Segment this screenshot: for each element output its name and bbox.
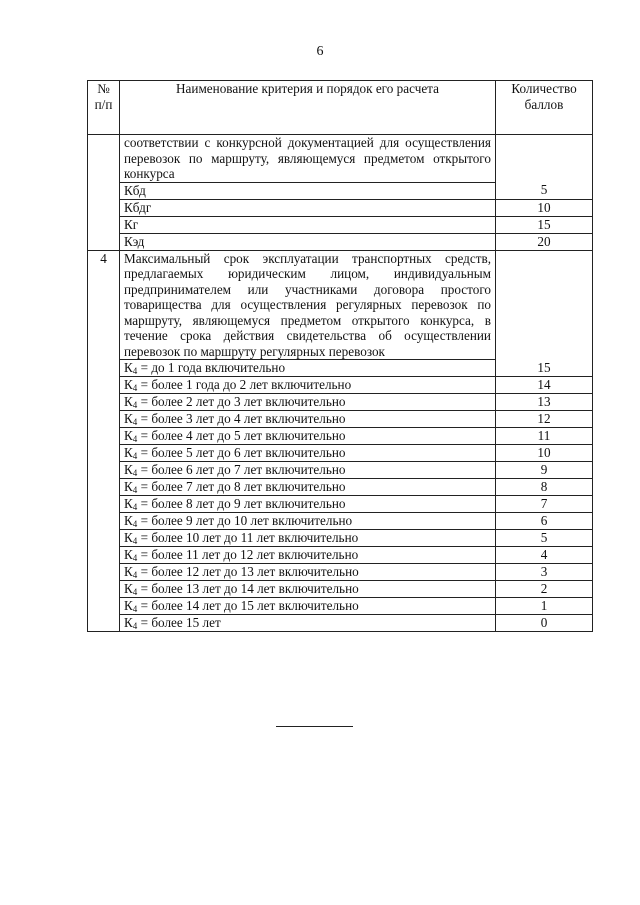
table-row <box>88 564 593 581</box>
k-subscript: 4 <box>132 553 138 563</box>
age-condition <box>120 479 496 496</box>
table-header-row <box>88 81 593 135</box>
age-condition <box>120 581 496 598</box>
row-number-empty <box>88 199 120 216</box>
row-number-empty <box>88 462 120 479</box>
points-value: 6 <box>496 513 593 530</box>
table-row <box>88 233 593 250</box>
continued-criterion-row <box>88 135 593 183</box>
table-row <box>88 445 593 462</box>
k-symbol: К <box>124 615 133 630</box>
points-value: 13 <box>496 394 593 411</box>
age-condition <box>120 360 496 377</box>
age-condition <box>120 394 496 411</box>
condition-text: = более 12 лет до 13 лет включительно <box>137 564 359 579</box>
k-symbol: К <box>124 547 133 562</box>
k-symbol: К <box>124 428 133 443</box>
row-number-empty <box>88 598 120 615</box>
condition-text: = более 7 лет до 8 лет включительно <box>137 479 346 494</box>
criterion-description: соответствии с конкурсной документацией для осуществления перевозок по маршруту, являющемуся предметом открытого конкурса <box>120 135 496 183</box>
condition-text: = более 6 лет до 7 лет включительно <box>137 462 346 477</box>
row-number-empty <box>88 445 120 462</box>
points-value: 5 <box>496 182 593 199</box>
k-subscript: 4 <box>132 417 138 427</box>
k-symbol: К <box>124 445 133 460</box>
age-condition <box>120 615 496 632</box>
condition-text: = более 2 лет до 3 лет включительно <box>137 394 346 409</box>
row-number-empty <box>88 377 120 394</box>
k-symbol: К <box>124 513 133 528</box>
criterion-description: Максимальный срок эксплуатации транспортных средств, предлагаемых юридическим лицом, индивидуальным предпринимателем или участниками договора простого товарищества для осуществления регулярных перевозок по маршруту, являющемуся предметом открытого конкурса, в течение срока действия свидетельства об осуществлении перевозок по маршруту регулярных перевозок <box>120 250 496 360</box>
row-number-empty <box>88 513 120 530</box>
points-value: 12 <box>496 411 593 428</box>
table-row <box>88 530 593 547</box>
points-value: 9 <box>496 462 593 479</box>
age-condition <box>120 496 496 513</box>
k-subscript: 4 <box>132 451 138 461</box>
k-subscript: 4 <box>132 519 138 529</box>
condition-text: = более 13 лет до 14 лет включительно <box>137 581 359 596</box>
k-symbol: К <box>124 360 133 375</box>
k-symbol: К <box>124 377 133 392</box>
k-subscript: 4 <box>132 502 138 512</box>
k-symbol: К <box>124 581 133 596</box>
points-value: 3 <box>496 564 593 581</box>
header-criterion-name: Наименование критерия и порядок его расчета <box>120 81 496 135</box>
coefficient-label: Кбдг <box>120 199 496 216</box>
age-condition <box>120 445 496 462</box>
k-symbol: К <box>124 564 133 579</box>
points-value: 7 <box>496 496 593 513</box>
points-value: 14 <box>496 377 593 394</box>
condition-text: = более 3 лет до 4 лет включительно <box>137 411 346 426</box>
k-symbol: К <box>124 479 133 494</box>
table-row <box>88 394 593 411</box>
condition-text: = более 1 года до 2 лет включительно <box>137 377 352 392</box>
k-subscript: 4 <box>132 366 138 376</box>
points-value: 15 <box>496 216 593 233</box>
condition-text: = более 8 лет до 9 лет включительно <box>137 496 346 511</box>
row-number-empty <box>88 615 120 632</box>
row-number-empty <box>88 479 120 496</box>
k-symbol: К <box>124 530 133 545</box>
k-subscript: 4 <box>132 621 138 631</box>
condition-text: = более 4 лет до 5 лет включительно <box>137 428 346 443</box>
table-row <box>88 411 593 428</box>
table-row <box>88 547 593 564</box>
k-subscript: 4 <box>132 400 138 410</box>
k-subscript: 4 <box>132 570 138 580</box>
k-symbol: К <box>124 496 133 511</box>
table-row <box>88 581 593 598</box>
condition-text: = более 14 лет до 15 лет включительно <box>137 598 359 613</box>
points-value: 20 <box>496 233 593 250</box>
row-number-empty <box>88 182 120 199</box>
points-value: 15 <box>496 360 593 377</box>
condition-text: = более 11 лет до 12 лет включительно <box>137 547 359 562</box>
table-row <box>88 182 593 199</box>
k-subscript: 4 <box>132 468 138 478</box>
coefficient-label: Кэд <box>120 233 496 250</box>
k-subscript: 4 <box>132 383 138 393</box>
row-number-empty <box>88 394 120 411</box>
k-subscript: 4 <box>132 587 138 597</box>
row-number-empty <box>88 428 120 445</box>
table-row <box>88 428 593 445</box>
age-condition <box>120 411 496 428</box>
coefficient-label: Кг <box>120 216 496 233</box>
age-condition <box>120 547 496 564</box>
row-number-empty <box>88 547 120 564</box>
coefficient-label: Кбд <box>120 182 496 199</box>
condition-text: = более 15 лет <box>137 615 221 630</box>
points-value: 10 <box>496 199 593 216</box>
table-row <box>88 360 593 377</box>
table-row <box>88 496 593 513</box>
age-condition <box>120 428 496 445</box>
criterion-4-row <box>88 250 593 360</box>
criterion-points-empty <box>496 250 593 360</box>
criteria-table <box>87 80 593 632</box>
points-value: 10 <box>496 445 593 462</box>
age-condition <box>120 530 496 547</box>
table-row <box>88 216 593 233</box>
table-row <box>88 199 593 216</box>
table-row <box>88 462 593 479</box>
header-number: № п/п <box>88 81 120 135</box>
points-value: 2 <box>496 581 593 598</box>
k-symbol: К <box>124 411 133 426</box>
age-condition <box>120 377 496 394</box>
k-symbol: К <box>124 462 133 477</box>
page-number: 6 <box>316 44 324 59</box>
points-value: 1 <box>496 598 593 615</box>
row-number-empty <box>88 360 120 377</box>
points-value: 8 <box>496 479 593 496</box>
points-value: 5 <box>496 530 593 547</box>
row-number-empty <box>88 564 120 581</box>
table-row <box>88 615 593 632</box>
table-body <box>88 135 593 632</box>
age-condition <box>120 598 496 615</box>
points-value: 0 <box>496 615 593 632</box>
condition-text: = более 10 лет до 11 лет включительно <box>137 530 359 545</box>
points-value: 4 <box>496 547 593 564</box>
row-number-empty <box>88 216 120 233</box>
row-number-empty <box>88 581 120 598</box>
row-number-empty <box>88 530 120 547</box>
end-rule <box>276 726 353 727</box>
condition-text: = до 1 года включительно <box>137 360 286 375</box>
k-subscript: 4 <box>132 434 138 444</box>
k-symbol: К <box>124 598 133 613</box>
age-condition <box>120 564 496 581</box>
criterion-number <box>88 135 120 183</box>
row-number-empty <box>88 496 120 513</box>
k-subscript: 4 <box>132 536 138 546</box>
k-symbol: К <box>124 394 133 409</box>
header-points: Количество баллов <box>496 81 593 135</box>
criterion-points-empty <box>496 135 593 183</box>
k-subscript: 4 <box>132 604 138 614</box>
table-row <box>88 513 593 530</box>
table-row <box>88 479 593 496</box>
age-condition <box>120 462 496 479</box>
row-number-empty <box>88 411 120 428</box>
table-row <box>88 377 593 394</box>
table-row <box>88 598 593 615</box>
points-value: 11 <box>496 428 593 445</box>
k-subscript: 4 <box>132 485 138 495</box>
row-number-empty <box>88 233 120 250</box>
age-condition <box>120 513 496 530</box>
condition-text: = более 9 лет до 10 лет включительно <box>137 513 353 528</box>
criterion-number: 4 <box>88 250 120 360</box>
condition-text: = более 5 лет до 6 лет включительно <box>137 445 346 460</box>
